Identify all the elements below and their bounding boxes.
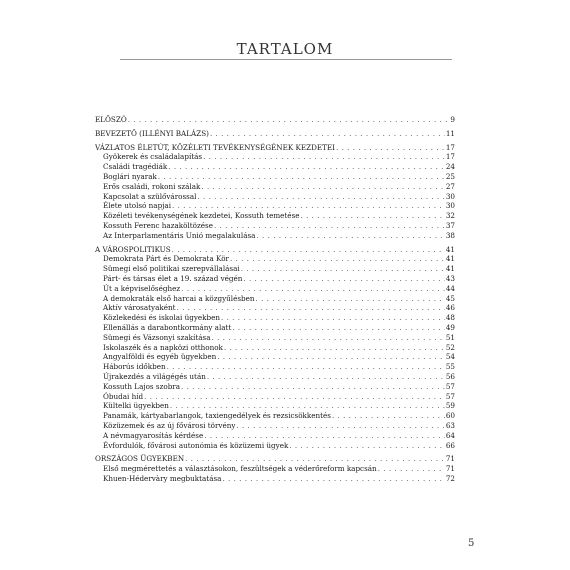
toc-entry-title: Az Interparlamentáris Unió megalakulása bbox=[103, 230, 256, 240]
toc-entry-title: Évfordulók, fővárosi autonómia és közüzemi ügyek bbox=[103, 440, 289, 450]
toc-entry-page: 52 bbox=[445, 342, 455, 352]
toc-entry bbox=[95, 192, 455, 202]
toc-entry-title: ORSZÁGOS ÜGYEKBEN bbox=[95, 454, 185, 464]
toc-entry bbox=[95, 303, 455, 313]
toc-entry bbox=[95, 421, 455, 431]
toc-entry-page: 17 bbox=[445, 152, 455, 162]
toc-entry-title: Családi tragédiák bbox=[103, 162, 168, 172]
toc-dot-leader bbox=[230, 254, 445, 264]
toc-entry bbox=[95, 182, 455, 192]
toc-entry-page: 41 bbox=[445, 254, 455, 264]
toc-entry-page: 9 bbox=[450, 115, 455, 124]
toc-dot-leader bbox=[222, 474, 444, 484]
toc-entry-title: Párt- és társas élet a 19. század végén bbox=[103, 273, 243, 283]
toc-entry-title: Erős családi, rokoni szálak bbox=[103, 181, 201, 191]
toc-entry bbox=[95, 115, 455, 125]
toc-entry-page: 46 bbox=[445, 303, 455, 313]
table-of-contents bbox=[95, 115, 455, 484]
toc-entry-title: Élete utolsó napjai bbox=[103, 201, 171, 211]
toc-entry bbox=[95, 274, 455, 284]
toc-dot-leader bbox=[185, 454, 445, 464]
toc-entry-title: Óbudai híd bbox=[103, 391, 144, 401]
toc-entry-page: 57 bbox=[445, 381, 455, 391]
toc-entry-title: Panamák, kártyabarlangok, taxiengedélyek és rezsicsökkentés bbox=[103, 411, 331, 421]
toc-entry-title: Kossuth Lajos szobra bbox=[103, 381, 181, 391]
toc-dot-leader bbox=[181, 382, 445, 392]
toc-entry-page: 54 bbox=[445, 352, 455, 362]
toc-entry-page: 49 bbox=[445, 322, 455, 332]
toc-entry bbox=[95, 152, 455, 162]
toc-entry-page: 17 bbox=[445, 142, 455, 152]
toc-entry-page: 60 bbox=[445, 411, 455, 421]
toc-entry bbox=[95, 245, 455, 255]
toc-dot-leader bbox=[256, 231, 444, 241]
toc-entry bbox=[95, 454, 455, 464]
toc-entry-page: 27 bbox=[445, 181, 455, 191]
toc-entry-title: Sümegi és Vázsonyi szakítása bbox=[103, 332, 211, 342]
toc-entry-title: Gyökerek és családalapítás bbox=[103, 152, 203, 162]
toc-entry bbox=[95, 284, 455, 294]
page-number: 5 bbox=[468, 538, 475, 549]
toc-dot-leader bbox=[232, 323, 445, 333]
toc-entry-page: 30 bbox=[445, 201, 455, 211]
toc-entry-title: Demokrata Párt és Demokrata Kör bbox=[103, 254, 229, 264]
toc-entry-page: 41 bbox=[445, 244, 455, 254]
toc-entry bbox=[95, 464, 455, 474]
toc-dot-leader bbox=[172, 245, 445, 255]
toc-entry-page: 25 bbox=[445, 171, 455, 181]
toc-entry bbox=[95, 221, 455, 231]
toc-entry bbox=[95, 254, 455, 264]
toc-dot-leader bbox=[168, 162, 445, 172]
toc-dot-leader bbox=[236, 421, 444, 431]
toc-entry bbox=[95, 162, 455, 172]
toc-entry bbox=[95, 264, 455, 274]
toc-entry bbox=[95, 129, 455, 139]
toc-entry bbox=[95, 431, 455, 441]
toc-entry-page: 63 bbox=[445, 420, 455, 430]
toc-entry-title: Közüzemek és az új fővárosi törvény bbox=[103, 420, 236, 430]
toc-dot-leader bbox=[128, 115, 450, 125]
toc-entry-page: 72 bbox=[445, 473, 455, 483]
toc-entry-page: 37 bbox=[445, 220, 455, 230]
toc-dot-leader bbox=[214, 221, 445, 231]
toc-entry-page: 57 bbox=[445, 391, 455, 401]
toc-entry bbox=[95, 313, 455, 323]
toc-entry-title: Első megmérettetés a választásokon, feszültségek a véderőreform kapcsán bbox=[103, 464, 377, 474]
toc-dot-leader bbox=[181, 284, 445, 294]
toc-entry-title: Kossuth Ferenc hazaköltözése bbox=[103, 220, 213, 230]
toc-entry-title: Aktív városatyaként bbox=[103, 303, 176, 313]
toc-entry-page: 38 bbox=[445, 230, 455, 240]
title-rule bbox=[120, 59, 452, 60]
toc-dot-leader bbox=[201, 182, 444, 192]
toc-entry-page: 51 bbox=[445, 332, 455, 342]
toc-entry-page: 71 bbox=[445, 464, 455, 474]
toc-entry-page: 44 bbox=[445, 283, 455, 293]
toc-entry-title: Angyalföldi és egyéb ügyekben bbox=[103, 352, 217, 362]
toc-dot-leader bbox=[167, 362, 445, 372]
toc-entry-title: ELŐSZÓ bbox=[95, 115, 127, 124]
toc-dot-leader bbox=[221, 313, 445, 323]
toc-entry bbox=[95, 231, 455, 241]
toc-entry-title: A névmagyarosítás kérdése bbox=[103, 430, 204, 440]
toc-dot-leader bbox=[197, 192, 444, 202]
toc-dot-leader bbox=[212, 333, 445, 343]
toc-entry-title: Újrakezdés a világégés után bbox=[103, 371, 206, 381]
toc-entry bbox=[95, 362, 455, 372]
toc-entry-title: A VÁROSPOLITIKUS bbox=[95, 244, 171, 254]
toc-dot-leader bbox=[336, 143, 445, 153]
toc-entry bbox=[95, 382, 455, 392]
toc-entry bbox=[95, 143, 455, 153]
toc-entry-page: 59 bbox=[445, 401, 455, 411]
toc-entry-page: 24 bbox=[445, 162, 455, 172]
toc-dot-leader bbox=[224, 343, 445, 353]
toc-entry-title: Út a képviselőséghez bbox=[103, 283, 181, 293]
toc-entry-page: 48 bbox=[445, 313, 455, 323]
toc-dot-leader bbox=[204, 431, 445, 441]
toc-dot-leader bbox=[203, 152, 445, 162]
toc-dot-leader bbox=[289, 441, 445, 451]
toc-entry bbox=[95, 352, 455, 362]
toc-dot-leader bbox=[301, 211, 445, 221]
toc-entry-page: 56 bbox=[445, 371, 455, 381]
toc-entry-page: 11 bbox=[445, 128, 455, 138]
toc-dot-leader bbox=[172, 201, 445, 211]
toc-entry-page: 66 bbox=[445, 440, 455, 450]
toc-entry-title: Khuen-Hédervàry megbuktatása bbox=[103, 473, 222, 483]
toc-entry bbox=[95, 294, 455, 304]
toc-entry-title: Háborús időkben bbox=[103, 362, 166, 372]
page-title: TARTALOM bbox=[236, 40, 334, 58]
toc-dot-leader bbox=[256, 294, 445, 304]
toc-dot-leader bbox=[378, 464, 445, 474]
toc-entry-page: 45 bbox=[445, 293, 455, 303]
toc-entry-title: Boglári nyarak bbox=[103, 171, 157, 181]
toc-entry-page: 43 bbox=[445, 273, 455, 283]
toc-entry bbox=[95, 401, 455, 411]
toc-entry-title: BEVEZETŐ (ILLÉNYI BALÁZS) bbox=[95, 128, 209, 138]
toc-dot-leader bbox=[241, 264, 445, 274]
toc-entry-title: Közlekedési és iskolai ügyekben bbox=[103, 313, 221, 323]
toc-entry-title: A demokraták első harcai a közgyűlésben bbox=[103, 293, 255, 303]
toc-entry-title: Kültelki ügyekben bbox=[103, 401, 169, 411]
toc-entry bbox=[95, 411, 455, 421]
toc-dot-leader bbox=[170, 401, 445, 411]
toc-dot-leader bbox=[332, 411, 445, 421]
toc-entry-page: 41 bbox=[445, 264, 455, 274]
toc-entry-page: 55 bbox=[445, 362, 455, 372]
toc-entry bbox=[95, 343, 455, 353]
toc-entry-title: VÁZLATOS ÉLETÚT, KÖZÉLETI TEVÉKENYSÉGÉNEK KEZDETEI bbox=[95, 142, 335, 152]
toc-entry bbox=[95, 474, 455, 484]
toc-entry-title: Kapcsolat a szülővárossal bbox=[103, 191, 197, 201]
toc-entry bbox=[95, 441, 455, 451]
toc-entry bbox=[95, 323, 455, 333]
toc-entry bbox=[95, 372, 455, 382]
toc-entry-page: 32 bbox=[445, 211, 455, 221]
toc-entry-page: 64 bbox=[445, 430, 455, 440]
toc-dot-leader bbox=[158, 172, 445, 182]
toc-entry-title: Közéleti tevékenységének kezdetei, Kossuth temetése bbox=[103, 211, 300, 221]
toc-entry-title: Ellenállás a darabontkormány alatt bbox=[103, 322, 232, 332]
toc-entry-title: Sümegi első politikai szerepvállalásai bbox=[103, 264, 240, 274]
toc-entry-page: 30 bbox=[445, 191, 455, 201]
toc-entry bbox=[95, 201, 455, 211]
toc-entry-page: 71 bbox=[445, 454, 455, 464]
toc-entry bbox=[95, 392, 455, 402]
toc-dot-leader bbox=[207, 372, 445, 382]
toc-dot-leader bbox=[177, 303, 445, 313]
toc-dot-leader bbox=[217, 352, 445, 362]
toc-entry bbox=[95, 333, 455, 343]
toc-dot-leader bbox=[243, 274, 444, 284]
toc-entry bbox=[95, 211, 455, 221]
toc-entry bbox=[95, 172, 455, 182]
toc-entry-title: Iskolaszék és a napközi otthonok bbox=[103, 342, 223, 352]
toc-dot-leader bbox=[144, 392, 445, 402]
toc-dot-leader bbox=[210, 129, 445, 139]
